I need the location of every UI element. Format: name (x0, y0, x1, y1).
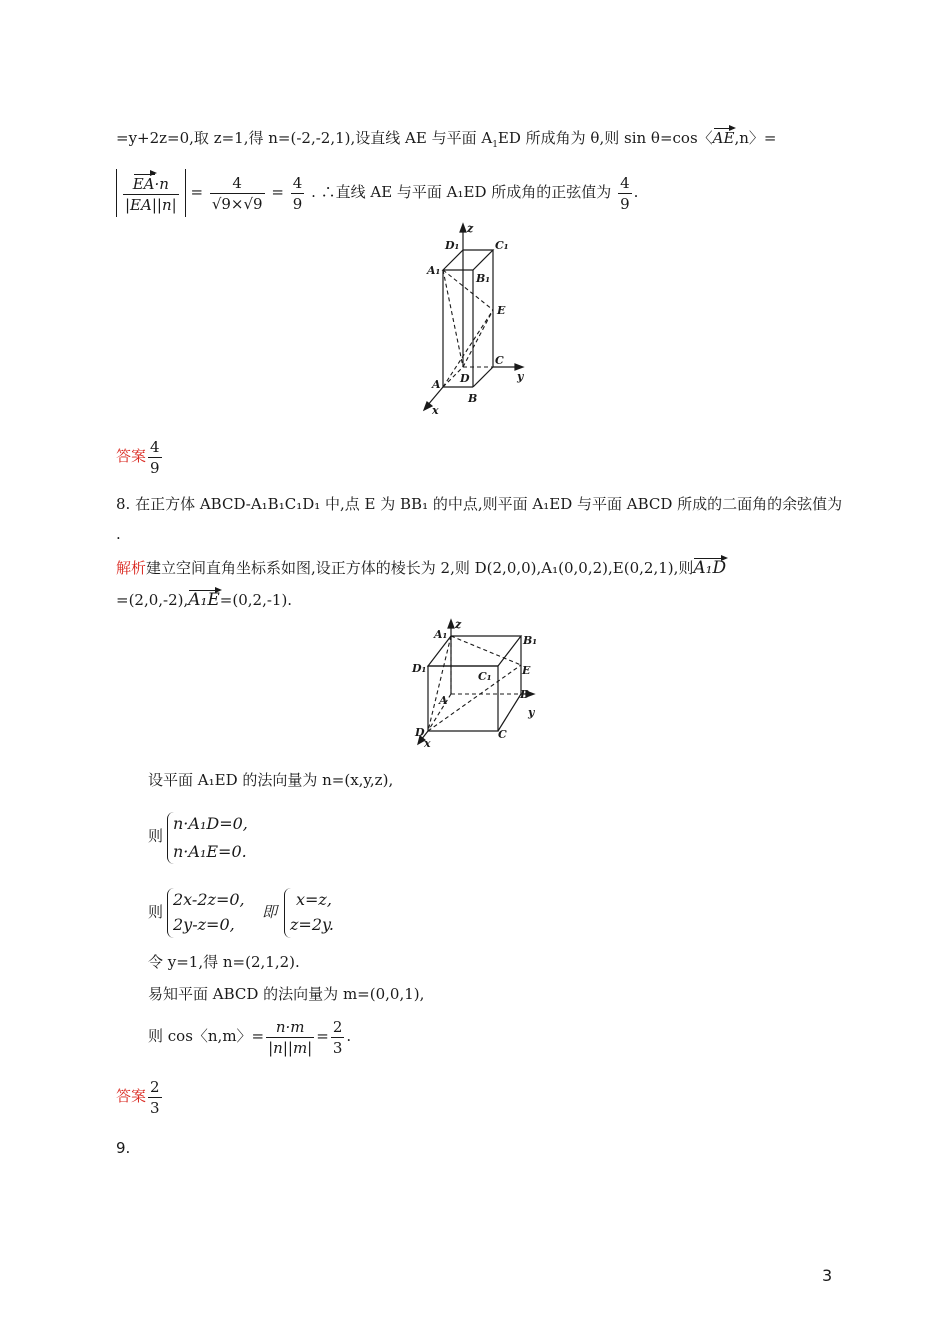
sys1-row2: n·A₁E=0. (173, 842, 247, 861)
svg-text:B: B (520, 688, 530, 701)
abs-fraction: $\frac{EA\cdot n}{|EA||n|}$ (116, 169, 186, 217)
step-normal-vector: 设平面 A₁ED 的法向量为 n=(x,y,z), (148, 771, 394, 789)
svg-text:C: C (498, 728, 507, 741)
svg-text:A₁: A₁ (434, 628, 448, 641)
svg-text:A: A (439, 694, 448, 707)
figure-cube (410, 616, 545, 752)
page-number: 3 (822, 1266, 833, 1285)
solution7-line1: =y+2z=0,取 z=1,得 n=(-2,-2,1),设直线 AE 与平面 $A_1ED$ 所成角为 θ,则 sin θ=cos〈AE,n〉= (116, 129, 777, 150)
svg-text:B₁: B₁ (523, 634, 538, 647)
svg-text:C₁: C₁ (478, 670, 492, 683)
step-normal-abcd: 易知平面 ABCD 的法向量为 m=(0,0,1), (148, 985, 425, 1003)
svg-text:D: D (415, 726, 425, 739)
svg-text:z: z (455, 618, 462, 631)
sys3-row1: x=z, (296, 890, 332, 909)
answer1: 答案 $\frac{4}{9}$ (116, 437, 160, 477)
problem8-blank: . (116, 525, 121, 543)
solution7-line2: $\frac{EA\cdot n}{|EA||n|}$ = $\frac{4}{√9\times√9}$ = $\frac{4}{9}$ . ∴直线 AE 与平面 A₁ED 所成角的正弦值为 $\frac{4}{9}$ . (116, 168, 638, 217)
svg-text:C: C (495, 354, 504, 367)
step-ji: 即 (262, 903, 278, 921)
svg-text:y: y (517, 370, 524, 383)
fraction-4-9-b: $\frac{4}{9}$ (620, 173, 630, 213)
problem9: 9. (116, 1139, 131, 1157)
solution8-line2: =(2,0,-2),A₁E=(0,2,-1). (116, 590, 293, 610)
step-ze-1: 则 (148, 827, 164, 845)
svg-text:z: z (467, 222, 474, 235)
step-cos: 则 cos〈n,m〉= $\frac{n\cdot m}{|n||m|}$ = $\frac{2}{3}$ . (148, 1017, 352, 1057)
answer2: 答案 $\frac{2}{3}$ (116, 1077, 160, 1117)
sys3-row2: z=2y. (290, 915, 335, 934)
problem8-text: 8. 在正方体 ABCD-A₁B₁C₁D₁ 中,点 E 为 BB₁ 的中点,则平面 A₁ED 与平面 ABCD 所成的二面角的余弦值为 (116, 495, 843, 513)
step-let-y: 令 y=1,得 n=(2,1,2). (148, 953, 300, 971)
svg-text:D₁: D₁ (412, 662, 427, 675)
sys2-row1: 2x-2z=0, (173, 890, 245, 909)
svg-text:E: E (497, 304, 506, 317)
step-ze-2: 则 (148, 903, 164, 921)
solution8-line1: 解析建立空间直角坐标系如图,设正方体的棱长为 2,则 D(2,0,0),A₁(0,0,2),E(0,2,1),则A₁D (116, 558, 727, 578)
svg-text:B₁: B₁ (476, 272, 491, 285)
svg-text:A₁: A₁ (427, 264, 441, 277)
svg-text:x: x (432, 404, 439, 417)
sys2-row2: 2y-z=0, (173, 915, 235, 934)
sys1-row1: n·A₁D=0, (173, 814, 248, 833)
fraction-4-9-a: $\frac{4}{9}$ (292, 173, 303, 213)
svg-text:D₁: D₁ (445, 239, 460, 252)
svg-text:y: y (528, 706, 535, 719)
svg-text:A: A (432, 378, 441, 391)
svg-text:E: E (522, 664, 531, 677)
fraction-4-over-root: $\frac{4}{√9\times√9}$ (211, 173, 263, 213)
svg-text:x: x (424, 737, 431, 750)
svg-text:C₁: C₁ (495, 239, 509, 252)
svg-text:B: B (468, 392, 478, 405)
svg-text:D: D (460, 372, 470, 385)
figure-prism (415, 222, 540, 418)
